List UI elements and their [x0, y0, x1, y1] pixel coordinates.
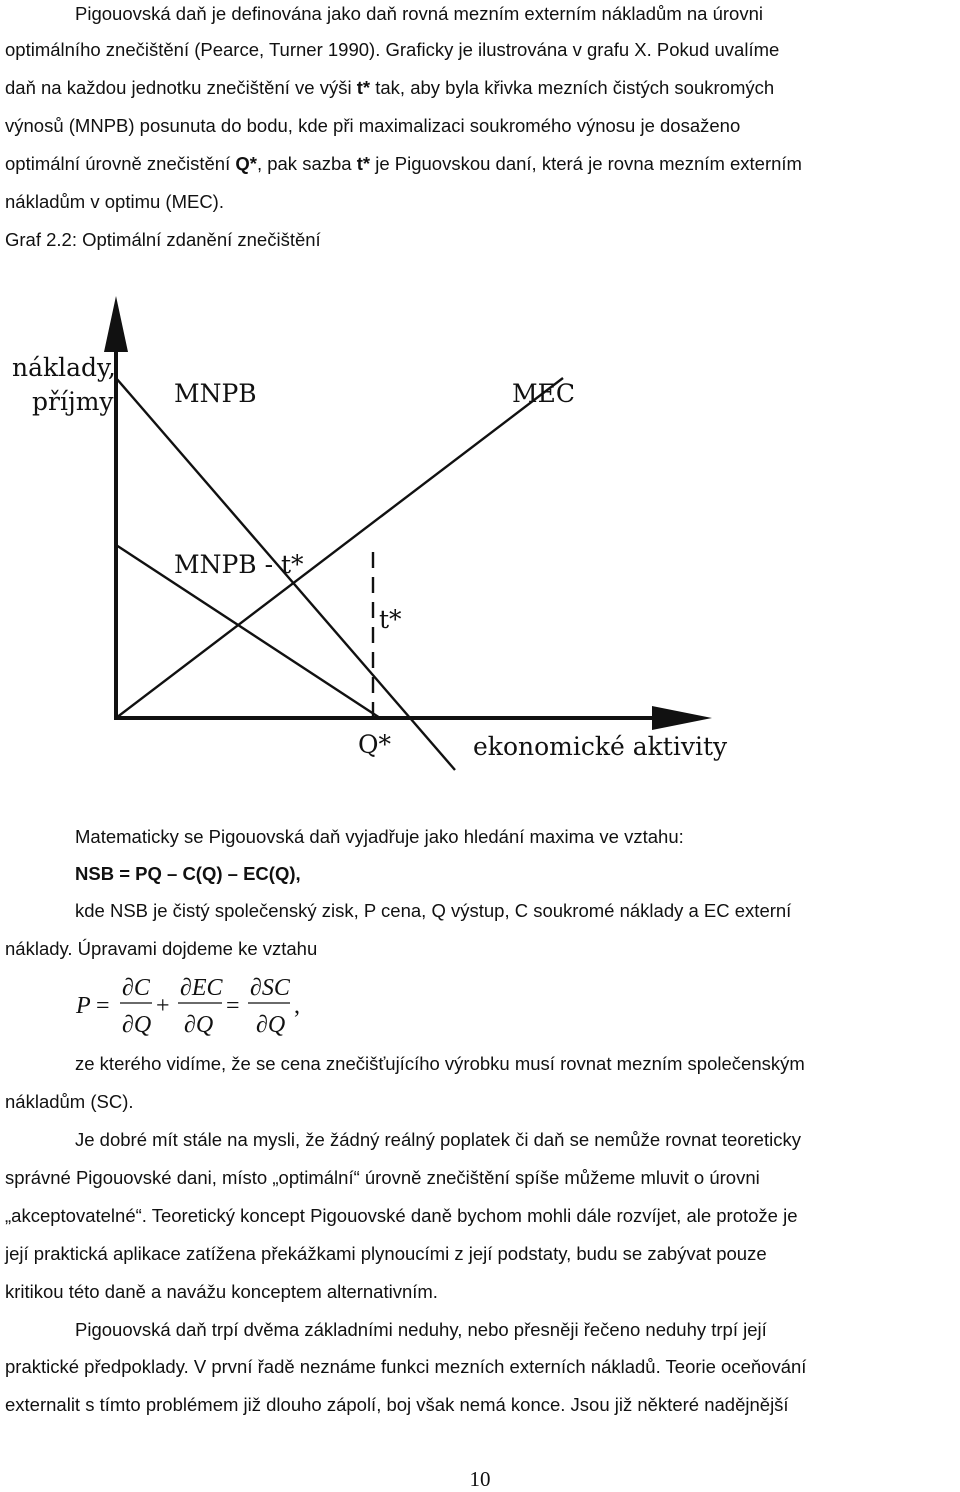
mnpb-minus-tax-label: MNPB - t* [174, 550, 304, 579]
formula-dq: ∂Q [184, 1012, 214, 1038]
formula-dsc: ∂SC [250, 975, 290, 1001]
formula-equals: = [226, 993, 240, 1019]
text-line: nákladům v optimu (MEC). [5, 191, 224, 212]
formula-dq: ∂Q [256, 1012, 286, 1038]
formula-dc: ∂C [122, 975, 150, 1001]
optimal-taxation-diagram [0, 285, 760, 785]
text-line: výnosů (MNPB) posunuta do bodu, kde při maximalizaci soukromého výnosu je dosaženo [5, 115, 741, 136]
pigou-formula [72, 970, 332, 1040]
figure-caption: Graf 2.2: Optimální zdanění znečištění [5, 229, 321, 250]
x-axis-arrow-icon [652, 706, 712, 730]
quantity-symbol: Q* [235, 153, 257, 174]
text-line: Matematicky se Pigouovská daň vyjadřuje jako hledání maxima ve vztahu: [75, 826, 684, 847]
text-line: kritikou této daně a navážu konceptem alternativním. [5, 1281, 438, 1302]
formula-comma: , [294, 993, 300, 1019]
text-line: nákladům (SC). [5, 1091, 134, 1112]
tax-symbol: t* [356, 153, 371, 174]
text-line [5, 76, 774, 100]
text-line: Pigouovská daň je definována jako daň rovná mezním externím nákladům na úrovni [75, 3, 763, 24]
formula-equals: = [96, 993, 110, 1019]
text-line: její praktická aplikace zatížena překážkami plynoucími z její podstaty, budu se zabývat pouze [5, 1243, 767, 1264]
formula-dq: ∂Q [122, 1012, 152, 1038]
text-line: praktické předpoklady. V první řadě neznáme funkci mezních externích nákladů. Teorie oceňování [5, 1356, 807, 1377]
mnpb-label: MNPB [174, 379, 257, 408]
formula-price: P [76, 993, 91, 1019]
text-span: optimální úrovně znečistění [5, 153, 236, 174]
text-line: správné Pigouovské dani, místo „optimální“ úrovně znečištění spíše můžeme mluvit o úrovni [5, 1167, 760, 1188]
text-line [5, 152, 802, 176]
text-line: Pigouovská daň trpí dvěma základními neduhy, nebo přesněji řečeno neduhy trpí její [75, 1319, 767, 1340]
tax-label: t* [379, 605, 402, 634]
text-line: náklady. Úpravami dojdeme ke vztahu [5, 938, 318, 959]
text-line: optimálního znečištění (Pearce, Turner 1990). Graficky je ilustrována v grafu X. Pokud uvalíme [5, 39, 780, 60]
text-line: ze kterého vidíme, že se cena znečišťujícího výrobku musí rovnat mezním společenským [75, 1053, 805, 1074]
text-line: Je dobré mít stále na mysli, že žádný reálný poplatek či daň se nemůže rovnat teoreticky [75, 1129, 801, 1150]
y-axis-arrow-icon [104, 296, 128, 352]
text-line: kde NSB je čistý společenský zisk, P cena, Q výstup, C soukromé náklady a EC externí [75, 900, 792, 921]
formula-plus: + [156, 993, 170, 1019]
text-line: „akceptovatelné“. Teoretický koncept Pigouovské daně bychom mohli dále rozvíjet, ale protože je [5, 1205, 798, 1226]
page-number: 10 [469, 1467, 491, 1491]
tax-symbol: t* [356, 77, 371, 98]
mec-label: MEC [512, 379, 575, 408]
y-axis-label-line2: příjmy [32, 387, 114, 416]
mec-curve [116, 378, 563, 718]
nsb-equation: NSB = PQ – C(Q) – EC(Q), [75, 863, 301, 884]
y-axis-label-line1: náklady, [12, 353, 116, 382]
text-line: externalit s tímto problémem již dlouho zápolí, boj však nemá konce. Jsou již některé nadějnější [5, 1394, 789, 1415]
formula-dec: ∂EC [180, 975, 223, 1001]
text-span: , pak sazba [256, 153, 357, 174]
optimum-quantity-label: Q* [358, 730, 391, 759]
text-span: tak, aby byla křivka mezních čistých soukromých [370, 77, 775, 98]
text-span: je Piguovskou daní, která je rovna mezním externím [370, 153, 802, 174]
text-span: daň na každou jednotku znečištění ve výši [5, 77, 357, 98]
x-axis-label: ekonomické aktivity [473, 732, 728, 761]
